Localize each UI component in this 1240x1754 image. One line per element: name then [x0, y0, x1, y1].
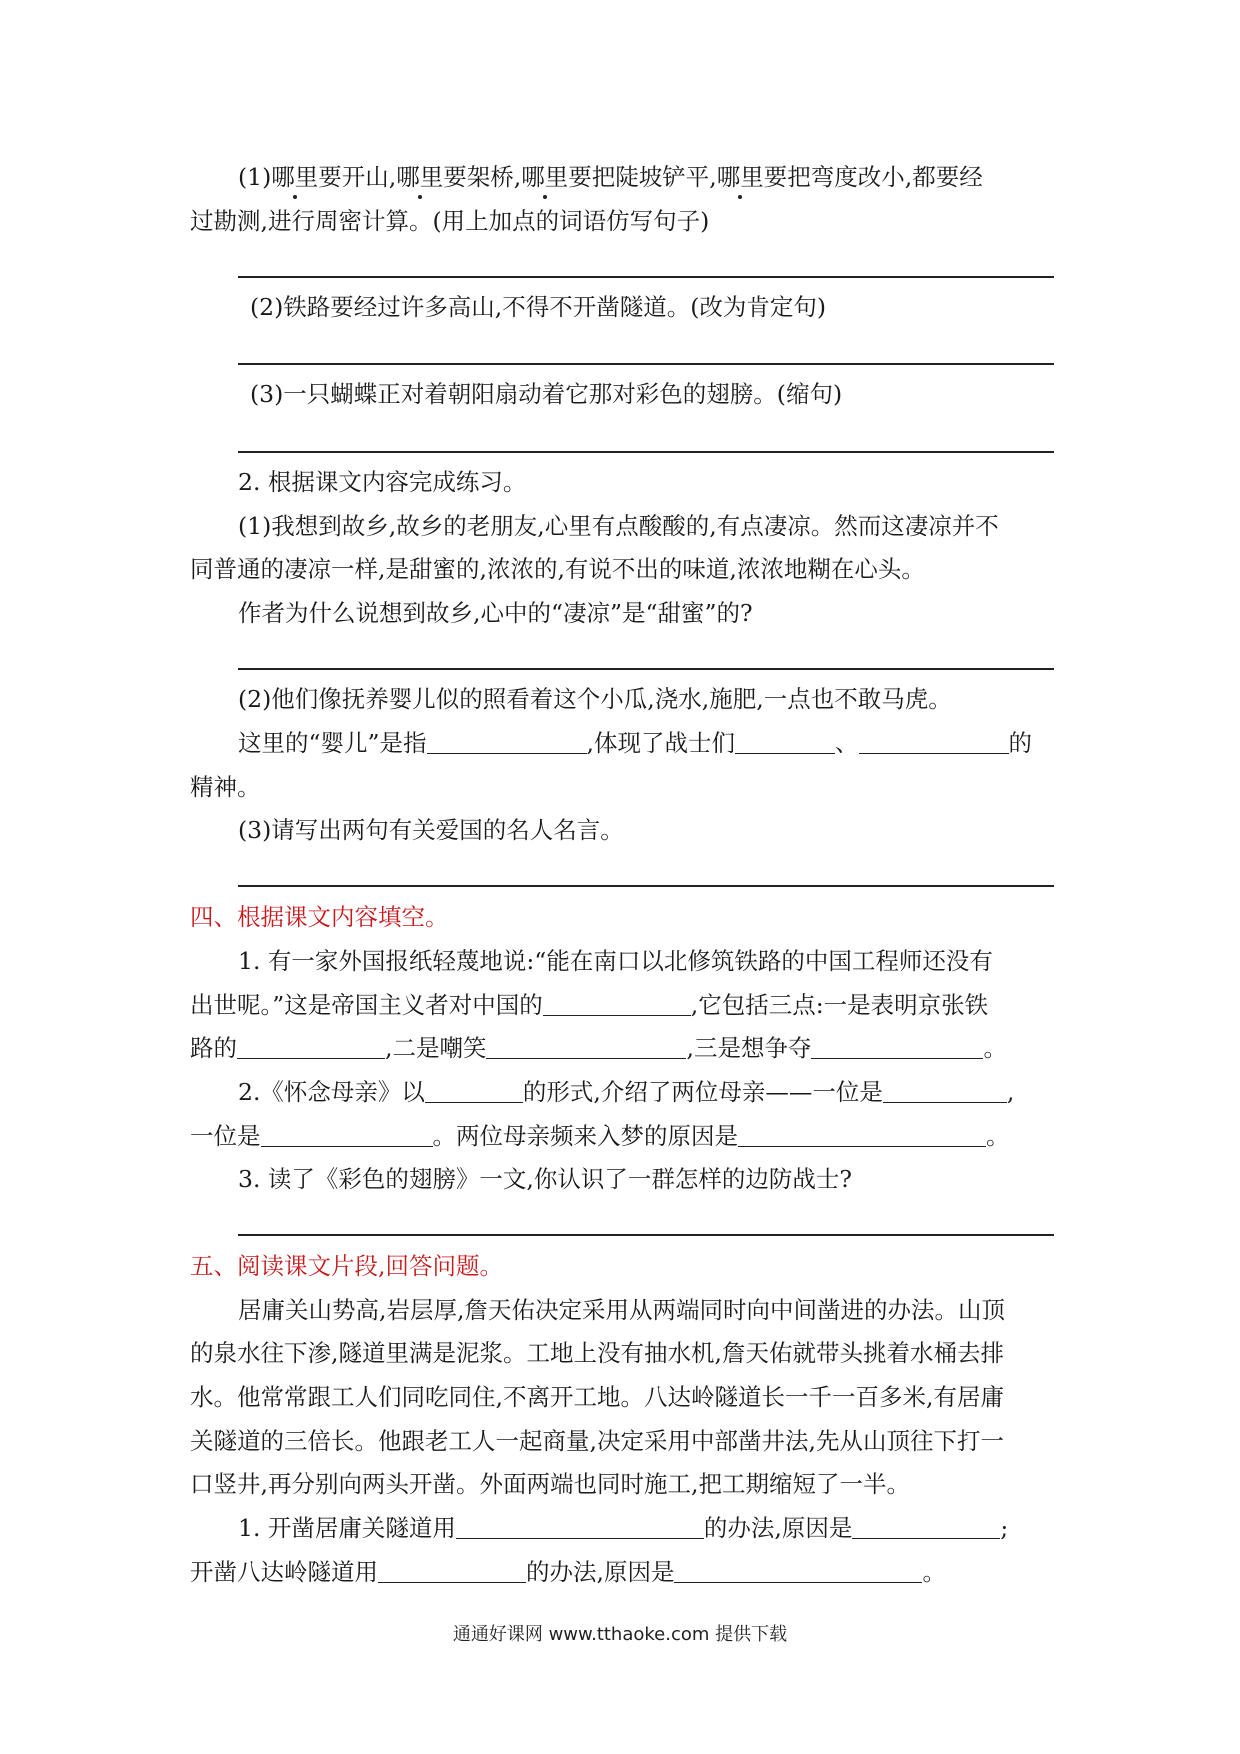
fill-blank[interactable]: [859, 729, 1009, 754]
s4-q1-line1: 1. 有一家外国报纸轻蔑地说:“能在南口以北修筑铁路的中国工程师还没有: [238, 947, 993, 975]
s4-q1-line3: 路的 ,二是嘲笑 ,三是想争夺 。: [190, 1034, 1007, 1062]
dotted-word: 哪里: [717, 160, 764, 194]
s4-q2-line2: 一位是 。两位母亲频来入梦的原因是 。: [190, 1122, 1010, 1150]
passage-1-line2: 同普通的凄凉一样,是甜蜜的,浓浓的,有说不出的味道,浓浓地糊在心头。: [190, 555, 925, 583]
answer-line[interactable]: [238, 451, 1054, 453]
sentence-q1-line2: 过勘测,进行周密计算。(用上加点的词语仿写句子): [190, 207, 710, 235]
s5-q1-line2: 开凿八达岭隧道用 的办法,原因是 。: [190, 1558, 946, 1586]
fill-blank[interactable]: [237, 1034, 385, 1059]
answer-line[interactable]: [238, 885, 1054, 887]
passage-2-line1: (2)他们像抚养婴儿似的照看着这个小瓜,浇水,施肥,一点也不敢马虎。: [238, 685, 952, 713]
reading-passage-line: 口竖井,再分别向两头开凿。外面两端也同时施工,把工期缩短了一半。: [190, 1470, 910, 1498]
reading-passage-line: 关隧道的三倍长。他跟老工人一起商量,决定采用中部凿井法,先从山顶往下打一: [190, 1427, 1004, 1455]
answer-line[interactable]: [238, 668, 1054, 670]
reading-passage-line: 的泉水往下渗,隧道里满是泥浆。工地上没有抽水机,詹天佑就带头挑着水桶去排: [190, 1339, 1004, 1367]
fill-blank[interactable]: [456, 1514, 704, 1539]
fill-blank[interactable]: [852, 1514, 1000, 1539]
sentence-q3: (3)一只蝴蝶正对着朝阳扇动着它那对彩色的翅膀。(缩句): [250, 380, 843, 408]
item-2-title: 2. 根据课文内容完成练习。: [238, 468, 527, 496]
page-footer: 通通好课网 www.tthaoke.com 提供下载: [452, 1624, 788, 1645]
s4-q1-line2: 出世呢。”这是帝国主义者对中国的 ,它包括三点:一是表明京张铁: [190, 991, 989, 1019]
sentence-q2: (2)铁路要经过许多高山,不得不开凿隧道。(改为肯定句): [250, 293, 827, 321]
fill-blank[interactable]: [674, 1558, 922, 1583]
fill-blank[interactable]: [738, 1122, 986, 1147]
fill-blank[interactable]: [735, 729, 835, 754]
section-4-heading: 四、根据课文内容填空。: [190, 903, 449, 931]
fill-blank[interactable]: [883, 1078, 1007, 1103]
section-5-heading: 五、阅读课文片段,回答问题。: [190, 1252, 503, 1280]
passage-1-line1: (1)我想到故乡,故乡的老朋友,心里有点酸酸的,有点凄凉。然而这凄凉并不: [238, 512, 999, 540]
passage-1-question: 作者为什么说想到故乡,心中的“凄凉”是“甜蜜”的?: [238, 599, 753, 627]
sentence-q1-line1: (1)哪里要开山,哪里要架桥,哪里要把陡坡铲平,哪里要把弯度改小,都要经: [238, 160, 983, 194]
reading-passage-line: 居庸关山势高,岩层厚,詹天佑决定采用从两端同时向中间凿进的办法。山顶: [238, 1296, 1005, 1324]
fill-blank[interactable]: [378, 1558, 526, 1583]
fill-blank[interactable]: [811, 1034, 983, 1059]
dotted-word: 哪里: [521, 160, 568, 194]
passage-2-question-line2: 精神。: [190, 773, 261, 801]
fill-blank[interactable]: [425, 1078, 523, 1103]
answer-line[interactable]: [238, 363, 1054, 365]
s5-q1-line1: 1. 开凿居庸关隧道用 的办法,原因是 ;: [238, 1514, 1009, 1542]
fill-blank[interactable]: [261, 1122, 433, 1147]
dotted-word: 哪里: [271, 160, 318, 194]
s4-q2-line1: 2.《怀念母亲》以 的形式,介绍了两位母亲——一位是 ,: [238, 1078, 1015, 1106]
fill-blank[interactable]: [486, 1034, 686, 1059]
s4-q3: 3. 读了《彩色的翅膀》一文,你认识了一群怎样的边防战士?: [238, 1165, 852, 1193]
answer-line[interactable]: [238, 276, 1054, 278]
fill-blank[interactable]: [543, 991, 691, 1016]
reading-passage-line: 水。他常常跟工人们同吃同住,不离开工地。八达岭隧道长一千一百多米,有居庸: [190, 1383, 1004, 1411]
item-3-question: (3)请写出两句有关爱国的名人名言。: [238, 816, 624, 844]
fill-blank[interactable]: [427, 729, 587, 754]
dotted-word: 哪里: [396, 160, 443, 194]
answer-line[interactable]: [238, 1234, 1054, 1236]
passage-2-question: 这里的“婴儿”是指 ,体现了战士们 、 的: [238, 729, 1033, 757]
